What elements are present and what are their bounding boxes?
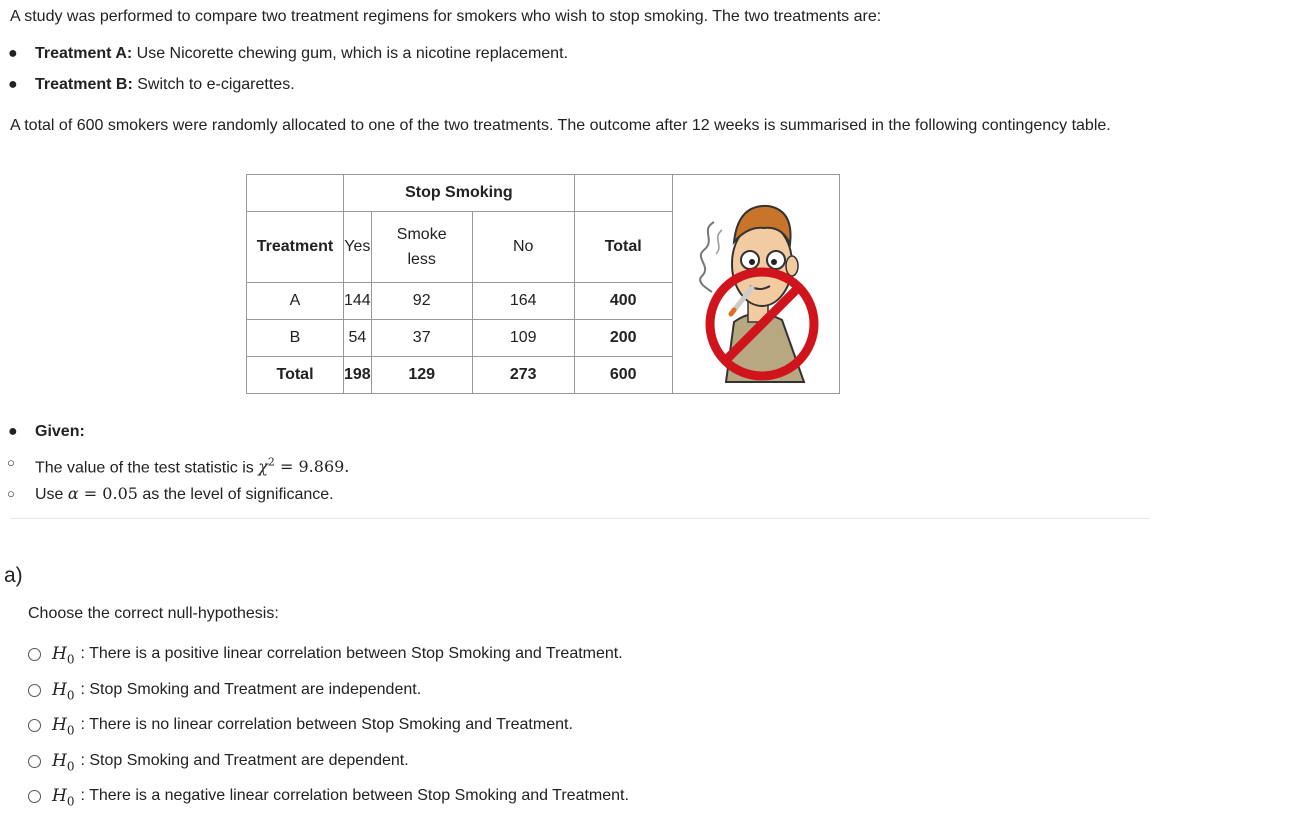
cell-total: 200 <box>574 320 672 357</box>
radio-button[interactable] <box>28 648 41 661</box>
h0-subscript: 0 <box>66 759 75 774</box>
treatment-item <box>0 74 568 105</box>
given-title: Given: <box>35 423 85 440</box>
cell-no: 273 <box>472 357 574 394</box>
h0-subscript: 0 <box>66 723 75 738</box>
answer-option[interactable] <box>28 785 629 821</box>
treatment-name: Treatment A: <box>35 45 133 62</box>
intro-text: A study was performed to compare two treatment regimens for smokers who wish to stop smoking. The two treatments are: <box>10 8 882 25</box>
radio-button[interactable] <box>28 755 41 768</box>
question-text: Choose the correct null-hypothesis: <box>28 605 279 622</box>
group-header: Stop Smoking <box>344 175 575 212</box>
alpha-value: = 0.05 <box>78 484 138 503</box>
h0-subscript: 0 <box>66 652 75 667</box>
h0-letter: H <box>52 679 67 700</box>
answer-option[interactable] <box>28 714 629 750</box>
stat-math <box>258 457 349 476</box>
cell-no: 164 <box>472 283 574 320</box>
h0-symbol <box>52 750 74 777</box>
answer-option[interactable] <box>28 679 629 715</box>
cell-yes: 198 <box>344 357 372 394</box>
stat-value: = 9.869. <box>274 457 350 477</box>
h0-symbol <box>52 714 74 741</box>
h0-letter: H <box>52 644 67 664</box>
treatment-list <box>0 43 568 105</box>
h0-symbol <box>52 785 74 812</box>
no-smoking-image <box>672 175 839 394</box>
no-smoking-cartoon-icon <box>686 182 826 387</box>
row-label: A <box>247 283 344 320</box>
header-empty-cell <box>247 175 344 212</box>
answer-option[interactable] <box>28 750 629 786</box>
col-header-total: Total <box>574 212 672 283</box>
cell-yes: 144 <box>344 283 372 320</box>
col-header-smoke-less-label: Smoke less <box>396 226 447 268</box>
answer-options <box>28 643 629 821</box>
col-header-no: No <box>472 212 574 283</box>
given-stat-item <box>0 452 349 483</box>
cell-total: 400 <box>574 283 672 320</box>
h0-letter: H <box>52 750 67 771</box>
cell-less: 37 <box>371 320 472 357</box>
treatment-desc: Switch to e-cigarettes. <box>132 76 295 93</box>
description-paragraph: A total of 600 smokers were randomly allocated to one of the two treatments. The outcome after 12 weeks is summarised in the following contingency table. <box>10 117 1111 134</box>
bullet-icon: ● <box>8 423 18 440</box>
option-text: : Stop Smoking and Treatment are independent. <box>80 680 422 698</box>
bullet-icon: ● <box>8 45 18 62</box>
cell-less: 129 <box>371 357 472 394</box>
col-header-smoke-less <box>371 212 472 283</box>
h0-symbol <box>52 679 74 706</box>
cell-yes: 54 <box>344 320 372 357</box>
option-text: : Stop Smoking and Treatment are dependent. <box>80 751 409 769</box>
circle-bullet-icon: ○ <box>7 486 15 501</box>
answer-option[interactable] <box>28 643 629 679</box>
alpha-suffix: as the level of significance. <box>137 486 334 503</box>
h0-letter: H <box>52 715 67 736</box>
radio-button[interactable] <box>28 684 41 697</box>
cell-total: 600 <box>574 357 672 394</box>
chi-symbol: χ <box>258 457 268 477</box>
section-divider <box>10 518 1150 519</box>
alpha-math <box>68 484 138 503</box>
cell-no: 109 <box>472 320 574 357</box>
option-text: : There is a negative linear correlation between Stop Smoking and Treatment. <box>80 787 629 805</box>
bullet-icon: ● <box>8 76 18 93</box>
option-text: : There is no linear correlation between Stop Smoking and Treatment. <box>80 716 573 734</box>
row-label: B <box>247 320 344 357</box>
circle-bullet-icon: ○ <box>7 455 15 470</box>
alpha-prefix: Use <box>35 486 68 503</box>
radio-button[interactable] <box>28 790 41 803</box>
contingency-table <box>246 174 840 394</box>
given-list <box>0 421 349 514</box>
option-text: : There is a positive linear correlation between Stop Smoking and Treatment. <box>80 645 623 662</box>
h0-letter: H <box>52 786 67 807</box>
h0-subscript: 0 <box>66 794 75 809</box>
stat-prefix: The value of the test statistic is <box>35 459 259 477</box>
alpha-symbol: α <box>67 484 79 503</box>
treatment-name: Treatment B: <box>35 76 133 93</box>
part-label: a) <box>4 564 23 587</box>
treatment-desc: Use Nicorette chewing gum, which is a nicotine replacement. <box>132 45 568 62</box>
col-header-treatment: Treatment <box>247 212 344 283</box>
chi-exponent: 2 <box>267 456 275 469</box>
header-empty-cell <box>574 175 672 212</box>
given-title-item <box>0 421 349 452</box>
radio-button[interactable] <box>28 719 41 732</box>
row-label: Total <box>247 357 344 394</box>
h0-subscript: 0 <box>66 687 75 702</box>
h0-symbol <box>52 643 74 670</box>
cell-less: 92 <box>371 283 472 320</box>
col-header-yes: Yes <box>344 212 372 283</box>
given-alpha-item <box>0 483 349 514</box>
treatment-item <box>0 43 568 74</box>
